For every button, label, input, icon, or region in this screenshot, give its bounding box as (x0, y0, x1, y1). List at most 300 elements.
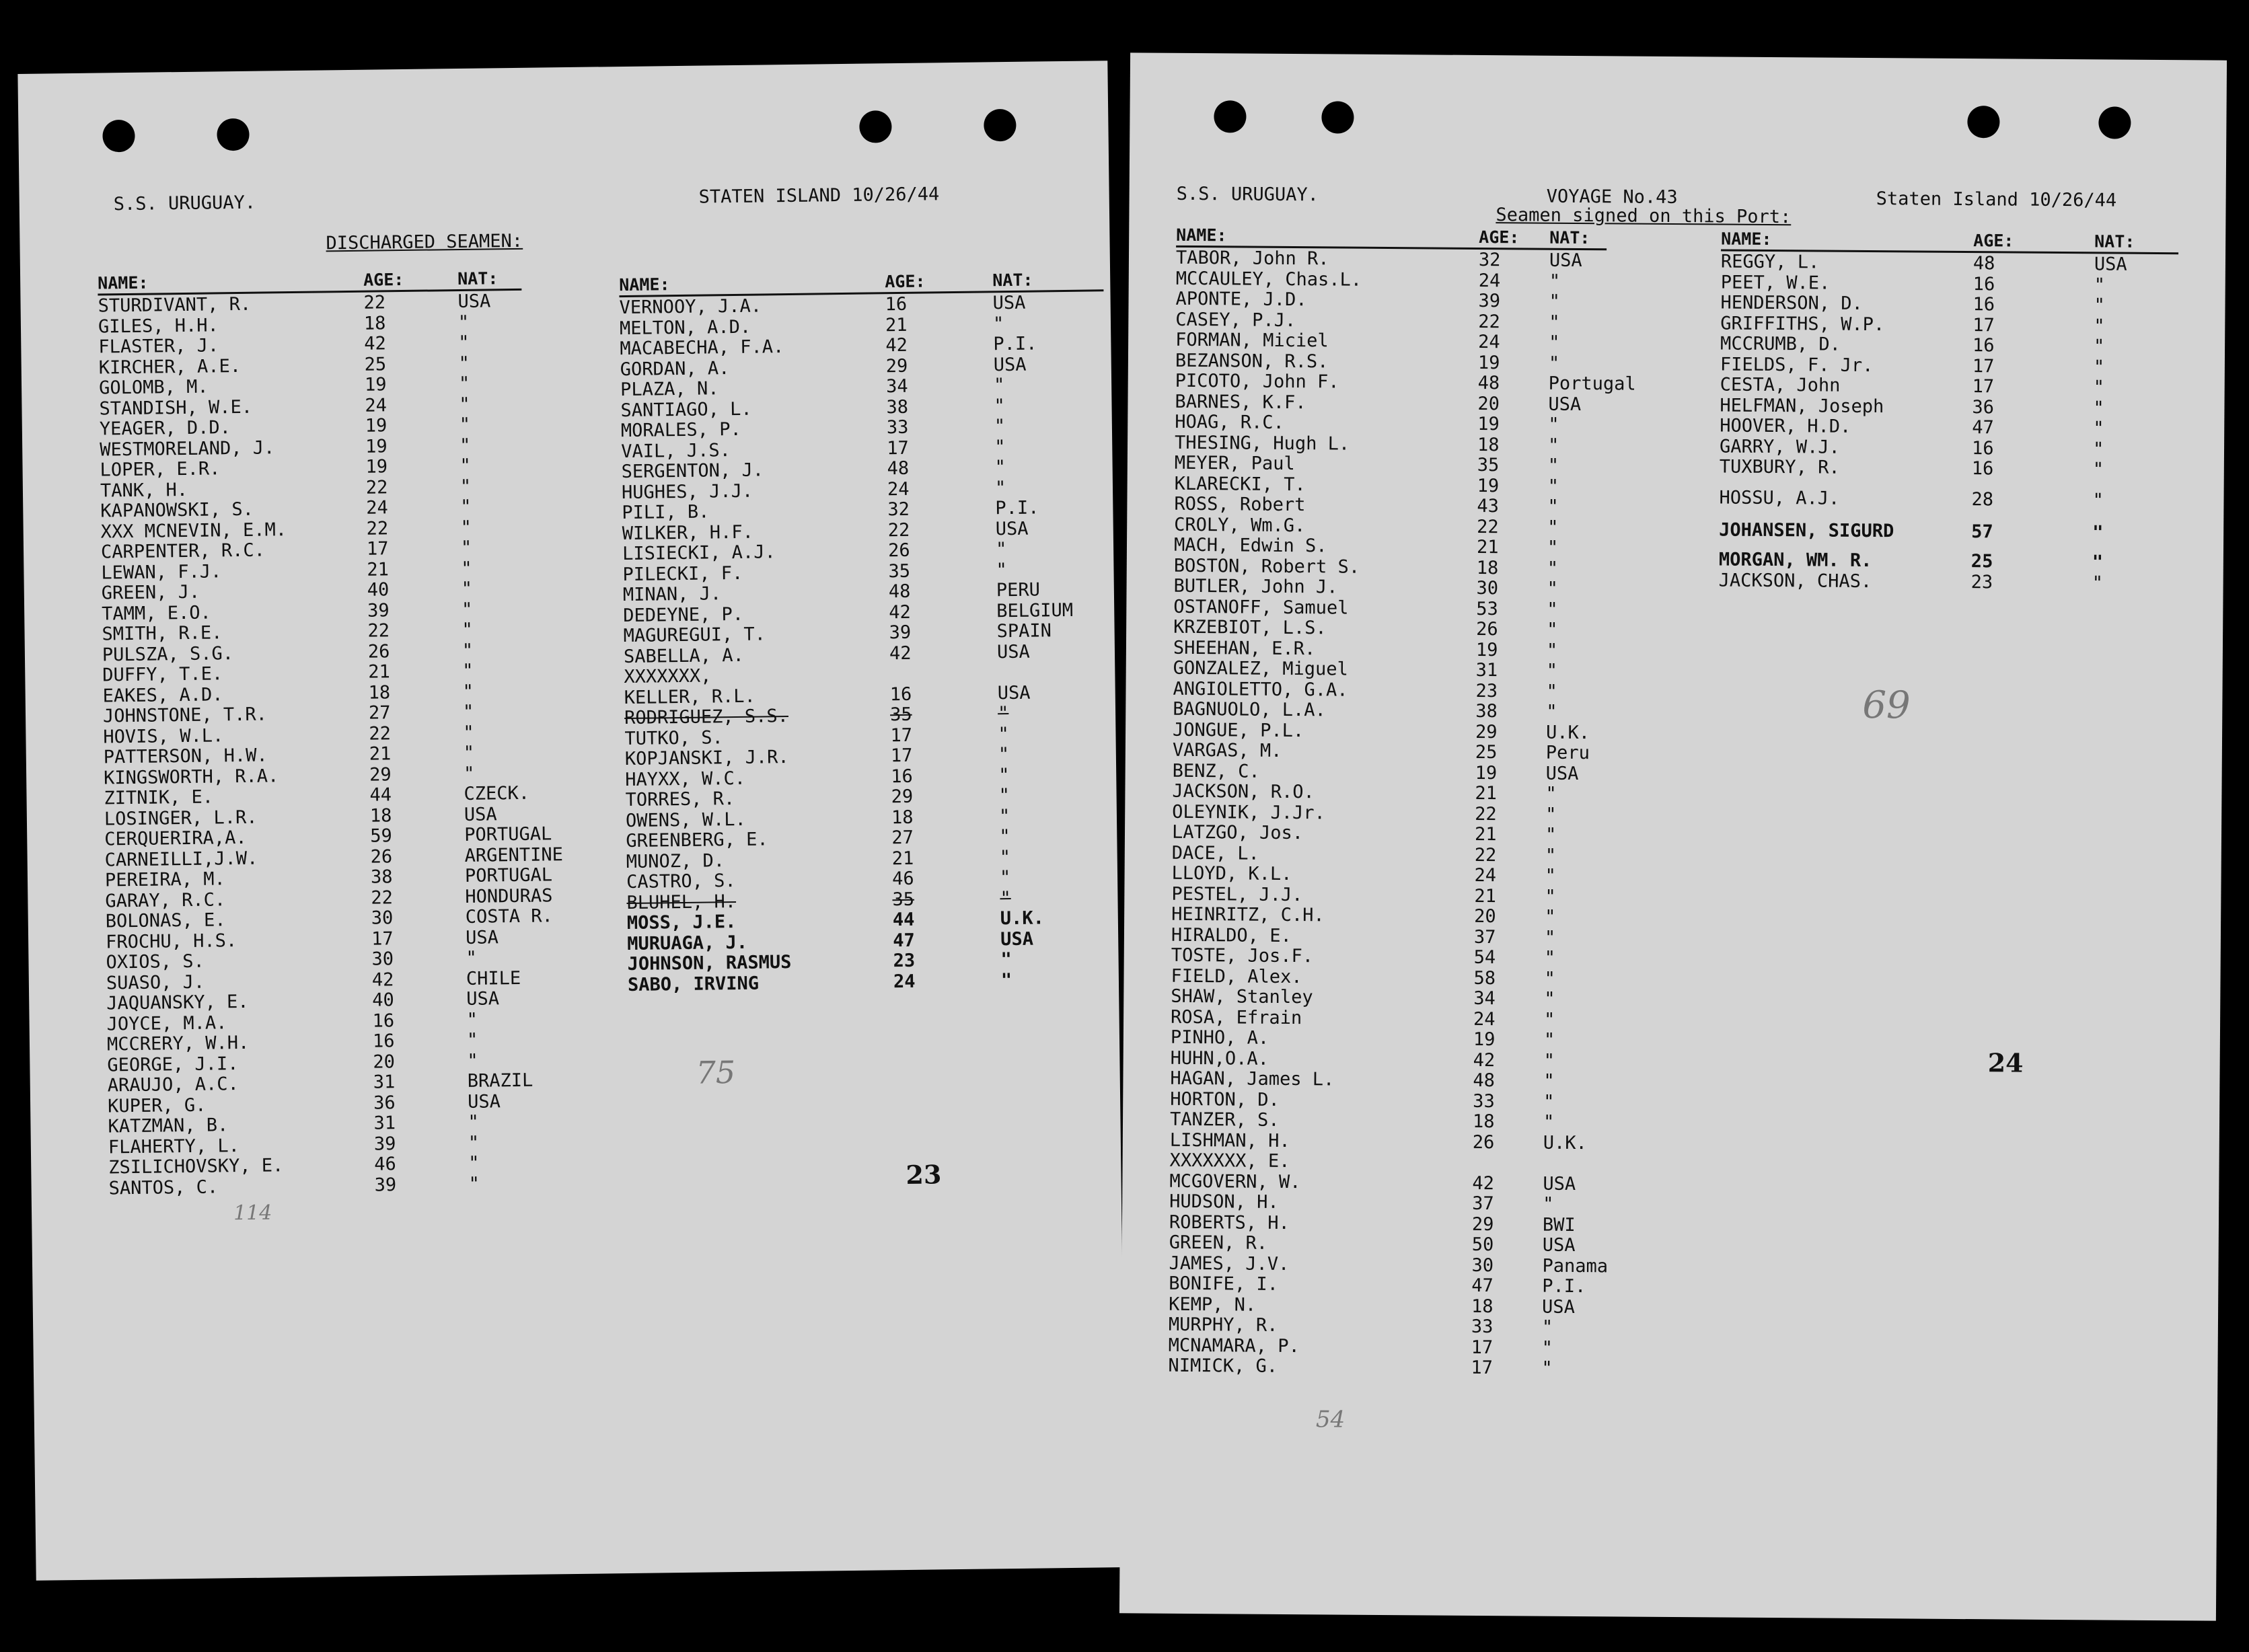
seaman-nationality: " (1543, 1029, 1555, 1051)
seaman-name: SUASO, J. (106, 971, 205, 993)
seaman-nationality: " (2093, 397, 2104, 418)
seaman-nationality: PERU (996, 579, 1041, 601)
seaman-nationality: " (459, 455, 471, 476)
seaman-nationality: " (999, 846, 1011, 868)
seaman-age: 36 (1972, 396, 1995, 418)
seaman-age: 17 (1972, 355, 1995, 377)
seaman-age: 18 (369, 804, 392, 827)
seaman-name: MCCAULEY, Chas.L. (1175, 268, 1362, 291)
seaman-name: MACH, Edwin S. (1173, 534, 1327, 557)
seaman-age: 23 (1475, 680, 1498, 702)
seaman-name: HOSSU, A.J. (1719, 487, 1840, 509)
seaman-age: 42 (364, 333, 387, 354)
seaman-name: HAGAN, James L. (1170, 1067, 1335, 1090)
seaman-nationality: USA (1545, 763, 1579, 784)
seaman-nationality: " (1543, 1050, 1555, 1072)
handwritten-total: 69 (1862, 683, 1911, 728)
table-row (1173, 699, 1603, 722)
seaman-name: TOSTE, Jos.F. (1171, 944, 1314, 967)
seaman-nationality: U.K. (1000, 907, 1045, 930)
table-row (1171, 986, 1601, 1010)
seaman-name: MOSS, J.E. (626, 911, 737, 934)
port-date: Staten Island 10/26/44 (1876, 188, 2117, 211)
seaman-name: KELLER, R.L. (624, 685, 756, 708)
seaman-age: 59 (370, 825, 392, 847)
seaman-age: 35 (888, 560, 911, 582)
seaman-age: 18 (891, 806, 914, 828)
seaman-age: 25 (1970, 551, 1993, 572)
seaman-age: 30 (1471, 1254, 1494, 1276)
seaman-nationality: " (461, 558, 472, 579)
seaman-nationality: " (468, 1111, 479, 1133)
table-row (1720, 374, 2178, 398)
table-row (1173, 576, 1604, 599)
seaman-nationality: U.K. (1543, 1132, 1587, 1154)
table-row (1174, 555, 1605, 578)
seaman-nationality: PORTUGAL (464, 823, 552, 846)
header-name: NAME: (1176, 225, 1227, 246)
seaman-name: BARNES, K.F. (1175, 391, 1306, 413)
seaman-age: 34 (1473, 987, 1496, 1010)
seaman-name: JACKSON, R.O. (1172, 780, 1315, 803)
seaman-nationality: " (994, 477, 1006, 498)
seaman-nationality: " (1546, 681, 1557, 702)
table-row (1174, 494, 1605, 517)
seaman-nationality: " (994, 395, 1005, 416)
seaman-age: 48 (1973, 253, 1995, 274)
punch-hole (217, 118, 250, 151)
seaman-age: 48 (888, 580, 911, 603)
seaman-name: SABO, IRVING (627, 973, 760, 996)
voyage-number: VOYAGE No.43 (1546, 186, 1678, 209)
seaman-nationality: " (1547, 496, 1559, 517)
seaman-nationality: " (463, 742, 475, 763)
seaman-nationality: " (459, 414, 471, 435)
seaman-nationality: COSTA R. (465, 905, 553, 928)
seaman-name: GEORGE, J.I. (107, 1053, 239, 1076)
seaman-name: EAKES, A.D. (102, 683, 223, 707)
seaman-name: KLARECKI, T. (1174, 473, 1306, 495)
seaman-name: TABOR, John R. (1175, 247, 1329, 270)
seaman-nationality: " (2093, 377, 2105, 398)
seaman-nationality: " (2092, 459, 2104, 480)
table-row (1175, 370, 1636, 395)
seaman-nationality: " (1549, 332, 1560, 353)
seaman-name: BAGNUOLO, L.A. (1173, 698, 1326, 721)
seaman-name: KOPJANSKI, J.R. (624, 747, 789, 770)
seaman-name: CARPENTER, R.C. (100, 539, 266, 563)
seaman-nationality: " (2094, 315, 2105, 336)
seaman-age: 54 (1473, 946, 1496, 969)
seaman-nationality: " (1547, 517, 1559, 538)
seaman-nationality: " (2092, 572, 2104, 593)
table-row (1169, 1211, 1600, 1235)
seaman-age: 33 (886, 416, 909, 439)
seaman-age: 17 (1471, 1337, 1494, 1358)
seaman-age: 39 (374, 1174, 397, 1196)
seaman-nationality: USA (457, 291, 491, 313)
seaman-name: ARAUJO, A.C. (107, 1074, 239, 1096)
table-row (1175, 289, 1606, 312)
header-name: NAME: (1721, 229, 1772, 250)
table-row (1175, 473, 1605, 496)
seaman-name: MORALES, P. (620, 418, 741, 442)
table-row (1171, 1047, 1601, 1071)
table-row (1721, 272, 2178, 295)
seaman-age: 21 (1476, 536, 1499, 558)
seaman-nationality: " (993, 375, 1005, 396)
seaman-nationality: " (1544, 968, 1555, 989)
punch-hole (1321, 101, 1354, 133)
seaman-age: 48 (887, 457, 910, 480)
signed-column-1 (1168, 225, 1636, 1379)
seaman-name: CASTRO, S. (626, 870, 736, 893)
seaman-name: GREEN, R. (1169, 1232, 1268, 1254)
seaman-age: 16 (889, 683, 912, 705)
seaman-age: 29 (885, 355, 908, 377)
seaman-age: 39 (373, 1133, 396, 1155)
table-row (1720, 456, 2177, 480)
table-row (1720, 436, 2177, 459)
seaman-age: 31 (373, 1072, 396, 1093)
seaman-age: 20 (1474, 905, 1496, 928)
seaman-age: 20 (1477, 393, 1500, 414)
table-row (1175, 412, 1605, 435)
seaman-age: 28 (1971, 489, 1994, 511)
seaman-age: 18 (1477, 434, 1500, 455)
seaman-nationality: USA (1542, 1234, 1576, 1256)
seaman-nationality: " (1000, 969, 1012, 991)
table-row (1176, 268, 1607, 291)
seaman-nationality: " (2092, 552, 2104, 573)
seaman-age: 19 (1477, 475, 1500, 496)
seaman-age: 24 (1478, 270, 1501, 291)
seaman-name: MCNAMARA, P. (1168, 1335, 1300, 1357)
seaman-name: VAIL, J.S. (621, 439, 731, 462)
seaman-age: 20 (373, 1051, 396, 1073)
seaman-nationality: " (2093, 336, 2105, 357)
seaman-nationality: " (461, 578, 473, 599)
seaman-age: 44 (892, 909, 915, 931)
seaman-nationality: " (1541, 1337, 1553, 1359)
seaman-age: 19 (365, 415, 388, 437)
seaman-name: HAYXX, W.C. (625, 767, 746, 790)
seaman-name: CROLY, Wm.G. (1174, 514, 1306, 536)
seaman-nationality: " (2094, 274, 2106, 295)
table-row (1175, 391, 1605, 414)
seaman-name: HOVIS, W.L. (103, 724, 224, 747)
table-row (1169, 1191, 1600, 1215)
seaman-nationality: " (460, 496, 472, 517)
seaman-nationality: " (2093, 356, 2105, 377)
seaman-name: PILECKI, F. (622, 562, 743, 585)
seaman-name: ZSILICHOVSKY, E. (108, 1155, 284, 1178)
seaman-nationality: " (467, 1050, 478, 1072)
seaman-age: 22 (1477, 516, 1499, 537)
seaman-nationality: " (1549, 291, 1560, 312)
seaman-age: 23 (1970, 571, 1993, 593)
seaman-nationality: USA (467, 1090, 501, 1113)
table-row (1720, 395, 2177, 418)
handwritten-mark: 114 (233, 1201, 272, 1226)
seaman-age: 25 (1475, 741, 1498, 763)
seaman-nationality: " (2092, 522, 2104, 543)
seaman-nationality: PORTUGAL (464, 864, 553, 887)
seaman-age: 17 (1471, 1357, 1494, 1379)
seaman-age: 16 (1973, 294, 1995, 315)
seaman-age: 27 (891, 827, 914, 849)
seaman-name: FROCHU, H.S. (105, 930, 237, 952)
seaman-age: 39 (889, 622, 912, 644)
punch-hole (859, 110, 892, 143)
seaman-nationality: " (1547, 455, 1559, 476)
seaman-name: DACE, L. (1171, 842, 1259, 864)
table-row (1169, 1293, 1599, 1317)
seaman-name: MACABECHA, F.A. (620, 336, 784, 360)
seaman-age: 40 (372, 989, 394, 1011)
seaman-name: BLUHEL, H. (626, 891, 737, 913)
seaman-name: SABELLA, A. (623, 644, 745, 667)
seaman-name: HUDSON, H. (1169, 1191, 1279, 1213)
seaman-age: 22 (1474, 844, 1497, 866)
seaman-nationality: " (460, 537, 472, 558)
seaman-nationality: " (457, 311, 470, 333)
table-row (1170, 1150, 1600, 1174)
table-row (1175, 330, 1606, 353)
seaman-name: PEREIRA, M. (104, 868, 226, 891)
seaman-name: APONTE, J.D. (1175, 288, 1307, 311)
seaman-name: PATTERSON, H.W. (103, 745, 268, 768)
seaman-age: 21 (367, 558, 390, 580)
seaman-name: GARRY, W.J. (1719, 435, 1840, 458)
table-row (1171, 863, 1602, 887)
seaman-age: 19 (364, 374, 387, 396)
seaman-age: 21 (369, 743, 392, 765)
seaman-nationality: " (1541, 1357, 1553, 1379)
seaman-name: ANGIOLETTO, G.A. (1173, 678, 1348, 701)
seaman-age: 21 (885, 314, 908, 336)
seaman-nationality: Portugal (1548, 373, 1636, 395)
seaman-age: 16 (1973, 335, 1995, 356)
seaman-age: 18 (368, 681, 391, 704)
seaman-age: 47 (1972, 417, 1994, 439)
seaman-age: 17 (890, 724, 913, 746)
seaman-nationality: " (468, 1173, 480, 1195)
seaman-age: 37 (1472, 1193, 1494, 1215)
seaman-nationality: " (2092, 438, 2104, 459)
seaman-age: 42 (885, 334, 908, 356)
seaman-name: YEAGER, D.D. (99, 417, 231, 440)
seaman-nationality: " (459, 476, 472, 497)
seaman-nationality: " (1543, 1009, 1555, 1030)
seaman-name: HELFMAN, Joseph (1720, 394, 1884, 417)
handwritten-total: 75 (696, 1054, 736, 1091)
seaman-name: JOYCE, M.A. (106, 1012, 227, 1035)
seaman-age: 33 (1473, 1090, 1495, 1112)
seaman-name: GILES, H.H. (98, 314, 219, 338)
table-row (1171, 945, 1602, 969)
seaman-age: 48 (1473, 1069, 1496, 1092)
seaman-age: 23 (893, 950, 916, 972)
seaman-name: GREENBERG, E. (626, 829, 768, 852)
table-row (1171, 1006, 1601, 1030)
seaman-age: 50 (1471, 1234, 1494, 1256)
table-row (1173, 617, 1604, 640)
table-row (1171, 924, 1602, 948)
seaman-name: BEZANSON, R.S. (1175, 350, 1329, 372)
seaman-name: CERQUERIRA,A. (104, 827, 247, 850)
seaman-nationality: BELGIUM (996, 599, 1074, 622)
seaman-nationality: CZECK. (464, 782, 530, 804)
seaman-nationality: " (998, 723, 1009, 745)
header-name: NAME: (619, 274, 670, 295)
seaman-nationality: " (468, 1152, 480, 1174)
seaman-nationality: " (1545, 824, 1557, 846)
table-row (1719, 487, 2176, 523)
header-nat: NAT: (1549, 227, 1590, 248)
seaman-name: GORDAN, A. (620, 357, 730, 380)
seaman-age: 21 (891, 848, 914, 869)
seaman-name: MCCRUMB, D. (1720, 333, 1841, 355)
seaman-age: 31 (373, 1113, 396, 1134)
header-age: AGE: (1479, 227, 1520, 248)
seaman-name: ROSA, Efrain (1171, 1006, 1302, 1028)
seaman-name: FIELDS, F. Jr. (1720, 353, 1874, 376)
table-row (1175, 309, 1606, 332)
table-row (1172, 842, 1602, 866)
seaman-age: 21 (1475, 782, 1498, 804)
seaman-name: MINAN, J. (622, 583, 722, 606)
seaman-age: 19 (1475, 639, 1498, 661)
seaman-name: XXX MCNEVIN, E.M. (100, 519, 287, 543)
discharged-column-2 (619, 269, 1112, 995)
seaman-age: 57 (1971, 521, 1993, 543)
seaman-name: SMITH, R.E. (102, 622, 223, 645)
seaman-name: BONIFE, I. (1169, 1273, 1279, 1295)
seaman-age: 39 (367, 599, 390, 622)
seaman-name: LEWAN, F.J. (101, 560, 222, 584)
table-row (1721, 251, 2178, 274)
seaman-name: MCGOVERN, W. (1169, 1170, 1301, 1193)
seaman-age: 26 (1472, 1131, 1495, 1153)
seaman-name: TORRES, R. (625, 788, 735, 811)
seaman-nationality: USA (993, 354, 1027, 375)
column-header (1721, 229, 2178, 254)
seaman-age: 48 (1477, 372, 1500, 394)
seaman-age: 22 (371, 887, 394, 909)
seaman-name: WILKER, H.F. (622, 521, 754, 544)
seaman-name: PINHO, A. (1170, 1026, 1269, 1049)
seaman-name: VERNOOY, J.A. (619, 295, 762, 319)
seaman-age: 46 (891, 868, 914, 890)
table-row (108, 1172, 532, 1198)
seaman-age: 16 (372, 1030, 395, 1052)
seaman-name: MEYER, Paul (1174, 452, 1295, 475)
seaman-name: MORGAN, WM. R. (1718, 549, 1872, 572)
seaman-age: 16 (885, 293, 908, 315)
seaman-age: 29 (369, 763, 392, 786)
table-row (1173, 740, 1603, 763)
seaman-age: 47 (893, 930, 915, 951)
seaman-age: 24 (1473, 1008, 1496, 1030)
seaman-nationality: USA (992, 292, 1026, 314)
seaman-nationality: " (2094, 295, 2105, 316)
seaman-nationality: " (460, 517, 472, 538)
seaman-name: STANDISH, W.E. (99, 396, 253, 420)
table-row (1169, 1335, 1599, 1358)
seaman-nationality: " (1546, 701, 1557, 722)
seaman-name: KUPER, G. (107, 1094, 207, 1117)
table-row (1169, 1232, 1600, 1256)
seaman-name: BENZ, C. (1172, 760, 1260, 782)
seaman-nationality: " (458, 332, 470, 354)
seaman-age: 21 (1474, 885, 1497, 907)
seaman-nationality: " (1543, 1111, 1555, 1133)
seaman-name: LISIECKI, A.J. (622, 541, 776, 565)
seaman-age: 19 (365, 435, 388, 457)
seaman-age: 18 (1471, 1296, 1494, 1317)
seaman-nationality: " (994, 416, 1006, 437)
seaman-nationality: " (992, 313, 1004, 334)
seaman-nationality: " (461, 599, 473, 620)
seaman-name: VARGAS, M. (1172, 739, 1282, 761)
section-title: Seamen signed on this Port: (1496, 204, 1792, 228)
seaman-name: SANTOS, C. (108, 1176, 219, 1199)
table-row (1171, 1027, 1601, 1051)
seaman-name: OWENS, W.L. (625, 809, 746, 831)
seaman-name: GONZALEZ, Miguel (1173, 657, 1348, 680)
seaman-age: 22 (1478, 311, 1500, 332)
seaman-nationality: Panama (1542, 1255, 1609, 1277)
table-row (1173, 637, 1604, 661)
seaman-age: 35 (892, 889, 915, 910)
seaman-name: DEDEYNE, P. (623, 603, 744, 626)
seaman-name: TUTKO, S. (624, 726, 724, 749)
seaman-nationality: ARGENTINE (464, 843, 564, 866)
seaman-age: 42 (889, 601, 911, 623)
seaman-name: JOHNSON, RASMUS (627, 952, 792, 975)
seaman-name: BOSTON, Robert S. (1173, 555, 1360, 578)
seaman-name: MURPHY, R. (1168, 1314, 1278, 1336)
seaman-age: 22 (369, 722, 392, 745)
seaman-name: MCCRERY, W.H. (106, 1032, 250, 1055)
seaman-name: OXIOS, S. (106, 950, 205, 973)
table-row (1171, 904, 1602, 928)
seaman-nationality: " (1547, 558, 1559, 579)
table-row (1170, 1068, 1600, 1092)
seaman-age: 17 (371, 928, 394, 950)
seaman-age: 38 (1475, 700, 1498, 722)
seaman-nationality: " (996, 559, 1007, 580)
seaman-nationality: P.I. (995, 497, 1039, 519)
seaman-nationality: " (1547, 599, 1558, 620)
seaman-nationality: " (998, 764, 1010, 786)
seaman-age: 17 (1973, 314, 1995, 336)
seaman-age: 46 (374, 1154, 396, 1175)
table-row (1720, 354, 2178, 377)
seaman-age: 39 (1478, 290, 1501, 312)
table-row (1719, 549, 2176, 572)
seaman-age: 40 (367, 579, 390, 601)
seaman-age: 34 (885, 375, 908, 398)
seaman-nationality: " (462, 619, 473, 640)
seaman-name: FORMAN, Miciel (1175, 329, 1329, 352)
seaman-name: MAGUREGUI, T. (623, 624, 766, 647)
table-row (1720, 313, 2178, 336)
seaman-nationality: " (1545, 906, 1556, 928)
seaman-nationality: " (1547, 578, 1558, 599)
seaman-age: 29 (891, 786, 914, 808)
